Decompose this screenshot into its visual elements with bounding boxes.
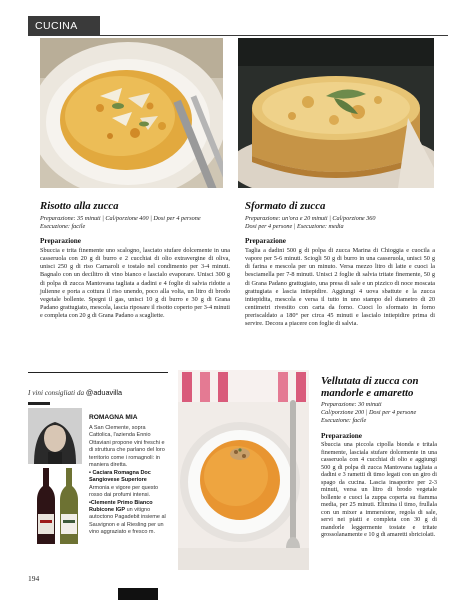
wine-bottles-photo [34,464,82,546]
meta-line: Preparazione: 30 minuti [321,401,382,408]
meta-line: Preparazione: un'ora e 20 minuti | Cal/porzione 360 [245,215,376,222]
section-rule [28,35,448,36]
wine1-name: • Caciara Romagna Doc Sangiovese Superiore [89,469,151,484]
recipe-body-risotto: Sbuccia e trita finemente uno scalogno, lasciato stufare dolcemente in una casseruola con 20 g di burro e 2 cucchiai di olio extravergine di oliva, unisci 250 g di riso Carnaroli e tostalo nel condimento per 3-4 minuti. Bagnalo con un decilitro di vino bianco e lascialo evaporare. Unisci 300 g di polpa di zucca Mantovana tagliata a dadini e 4 foglie di salvia ridotte a julienne e porta a cottura il riso unendo, poco alla volta, un litro di brodo vegetale bollente. Spegni il gas, unisci 10 g di burro e 30 g di Grana Padano grattugiato, mescola, lascia riposare il risotto coperto per 3-4 minuti e completa con 20 g di Grana Padano a scagliette. [40,247,230,320]
page-number: 194 [28,574,40,583]
sommelier-portrait [28,408,82,464]
recipe-body-vellutata: Sbuccia una piccola cipolla bionda e tritala finemente, lasciala stufare dolcemente in una casseruola con 4 cucchiai di olio e aggiungi 500 g di polpa di zucca Mantovana tagliata a dadini e 3 rametti di timo legati con un giro di spago da cucina. Lascia insaporire per 2-3 minuti, versa un litro di brodo vegetale bollente e cuoci la zuppa coperta su fiamma media, per 25 minuti. Elimina il timo, frullala con un mixer a immersione, regola di sale, servi nei piatti e completa con 30 g di mandorle leggermente tostate e tritate grossolanamente e 10 g di amaretti sbriciolati. [321,441,437,538]
meta-line: Preparazione: 35 minuti | Cal/porzione 400 | Dosi per 4 persone [40,215,201,222]
recipe-title-vellutata: Vellutata di zucca con mandorle e amaretto [321,375,419,399]
wine-heading [28,388,122,397]
recipe-body-sformato: Taglia a dadini 500 g di polpa di zucca Marina di Chioggia e cuocila a vapore per 5-6 minuti. Sciogli 50 g di burro in una casseruola, unisci 50 g di farina e mescola per un minuto. Versa mezzo litro di latte e cuoci la besciamella per 7-8 minuti. Unisci 2 foglie di salvia tritate finemente, 50 g di Grana Padano grattugiato, una presa di sale e un pizzico di noce moscata grattugiata e lascia intiepidire. Aggiungi 4 uova sbattute e la zucca intiepidita, mescola e versa il tutto in uno stampo del diametro di 20 centimetri rivestito con carta da forno. Cuoci lo sformato in forno preriscaldato a 180° per circa 45 minuti e lascialo intiepidire prima di servire. Decora a piacere con foglie di salvia. [245,247,435,328]
recipe-meta-vellutata [321,401,441,426]
meta-line: Dosi per 4 persone | Esecuzione: media [245,223,344,231]
wine2-desc: un vitigno autoctono Pagadebit insieme al Sauvignon e al Riesling per un vino aggraziato e fresco m. [89,506,166,536]
prep-heading-vellutata: Preparazione [321,432,362,440]
wine-description [89,425,169,537]
soup-photo [178,370,309,570]
wine-intro-text: A San Clemente, sopra Cattolica, l'azienda Ennio Ottaviani propone vini freschi e di struttura che parlano del loro territorio come i romagnoli: in maniera diretta. [89,425,165,469]
recipe-meta-sformato [245,215,435,231]
risotto-photo [40,38,223,188]
wine-handle: @aduavilla [85,388,123,397]
wine1-desc: Armonia e vigore per questo rosso dai profumi intensi. [89,484,159,499]
recipe-meta-risotto [40,215,230,231]
wine-intro: I vini consigliati da [28,389,85,397]
footer-bar [118,588,158,600]
wine-section-title: ROMAGNA MIA [89,414,138,421]
meta-line: Cal/porzione 200 | Dosi per 4 persone [321,409,417,417]
meta-line: Esecuzione: facile [40,223,86,231]
wine-rule [28,372,168,373]
wine2-name: •Clemente Primo Bianco Rubicone IGP [89,499,153,513]
prep-heading-sformato: Preparazione [245,237,286,245]
prep-heading-risotto: Preparazione [40,237,81,245]
meta-line: Esecuzione: facile [321,417,367,425]
section-tab [28,16,100,35]
section-label: CUCINA [35,20,78,32]
sformato-photo [238,38,434,188]
recipe-title-risotto: Risotto alla zucca [40,200,119,212]
recipe-title-sformato: Sformato di zucca [245,200,326,212]
wine-accent-rule [28,402,50,405]
